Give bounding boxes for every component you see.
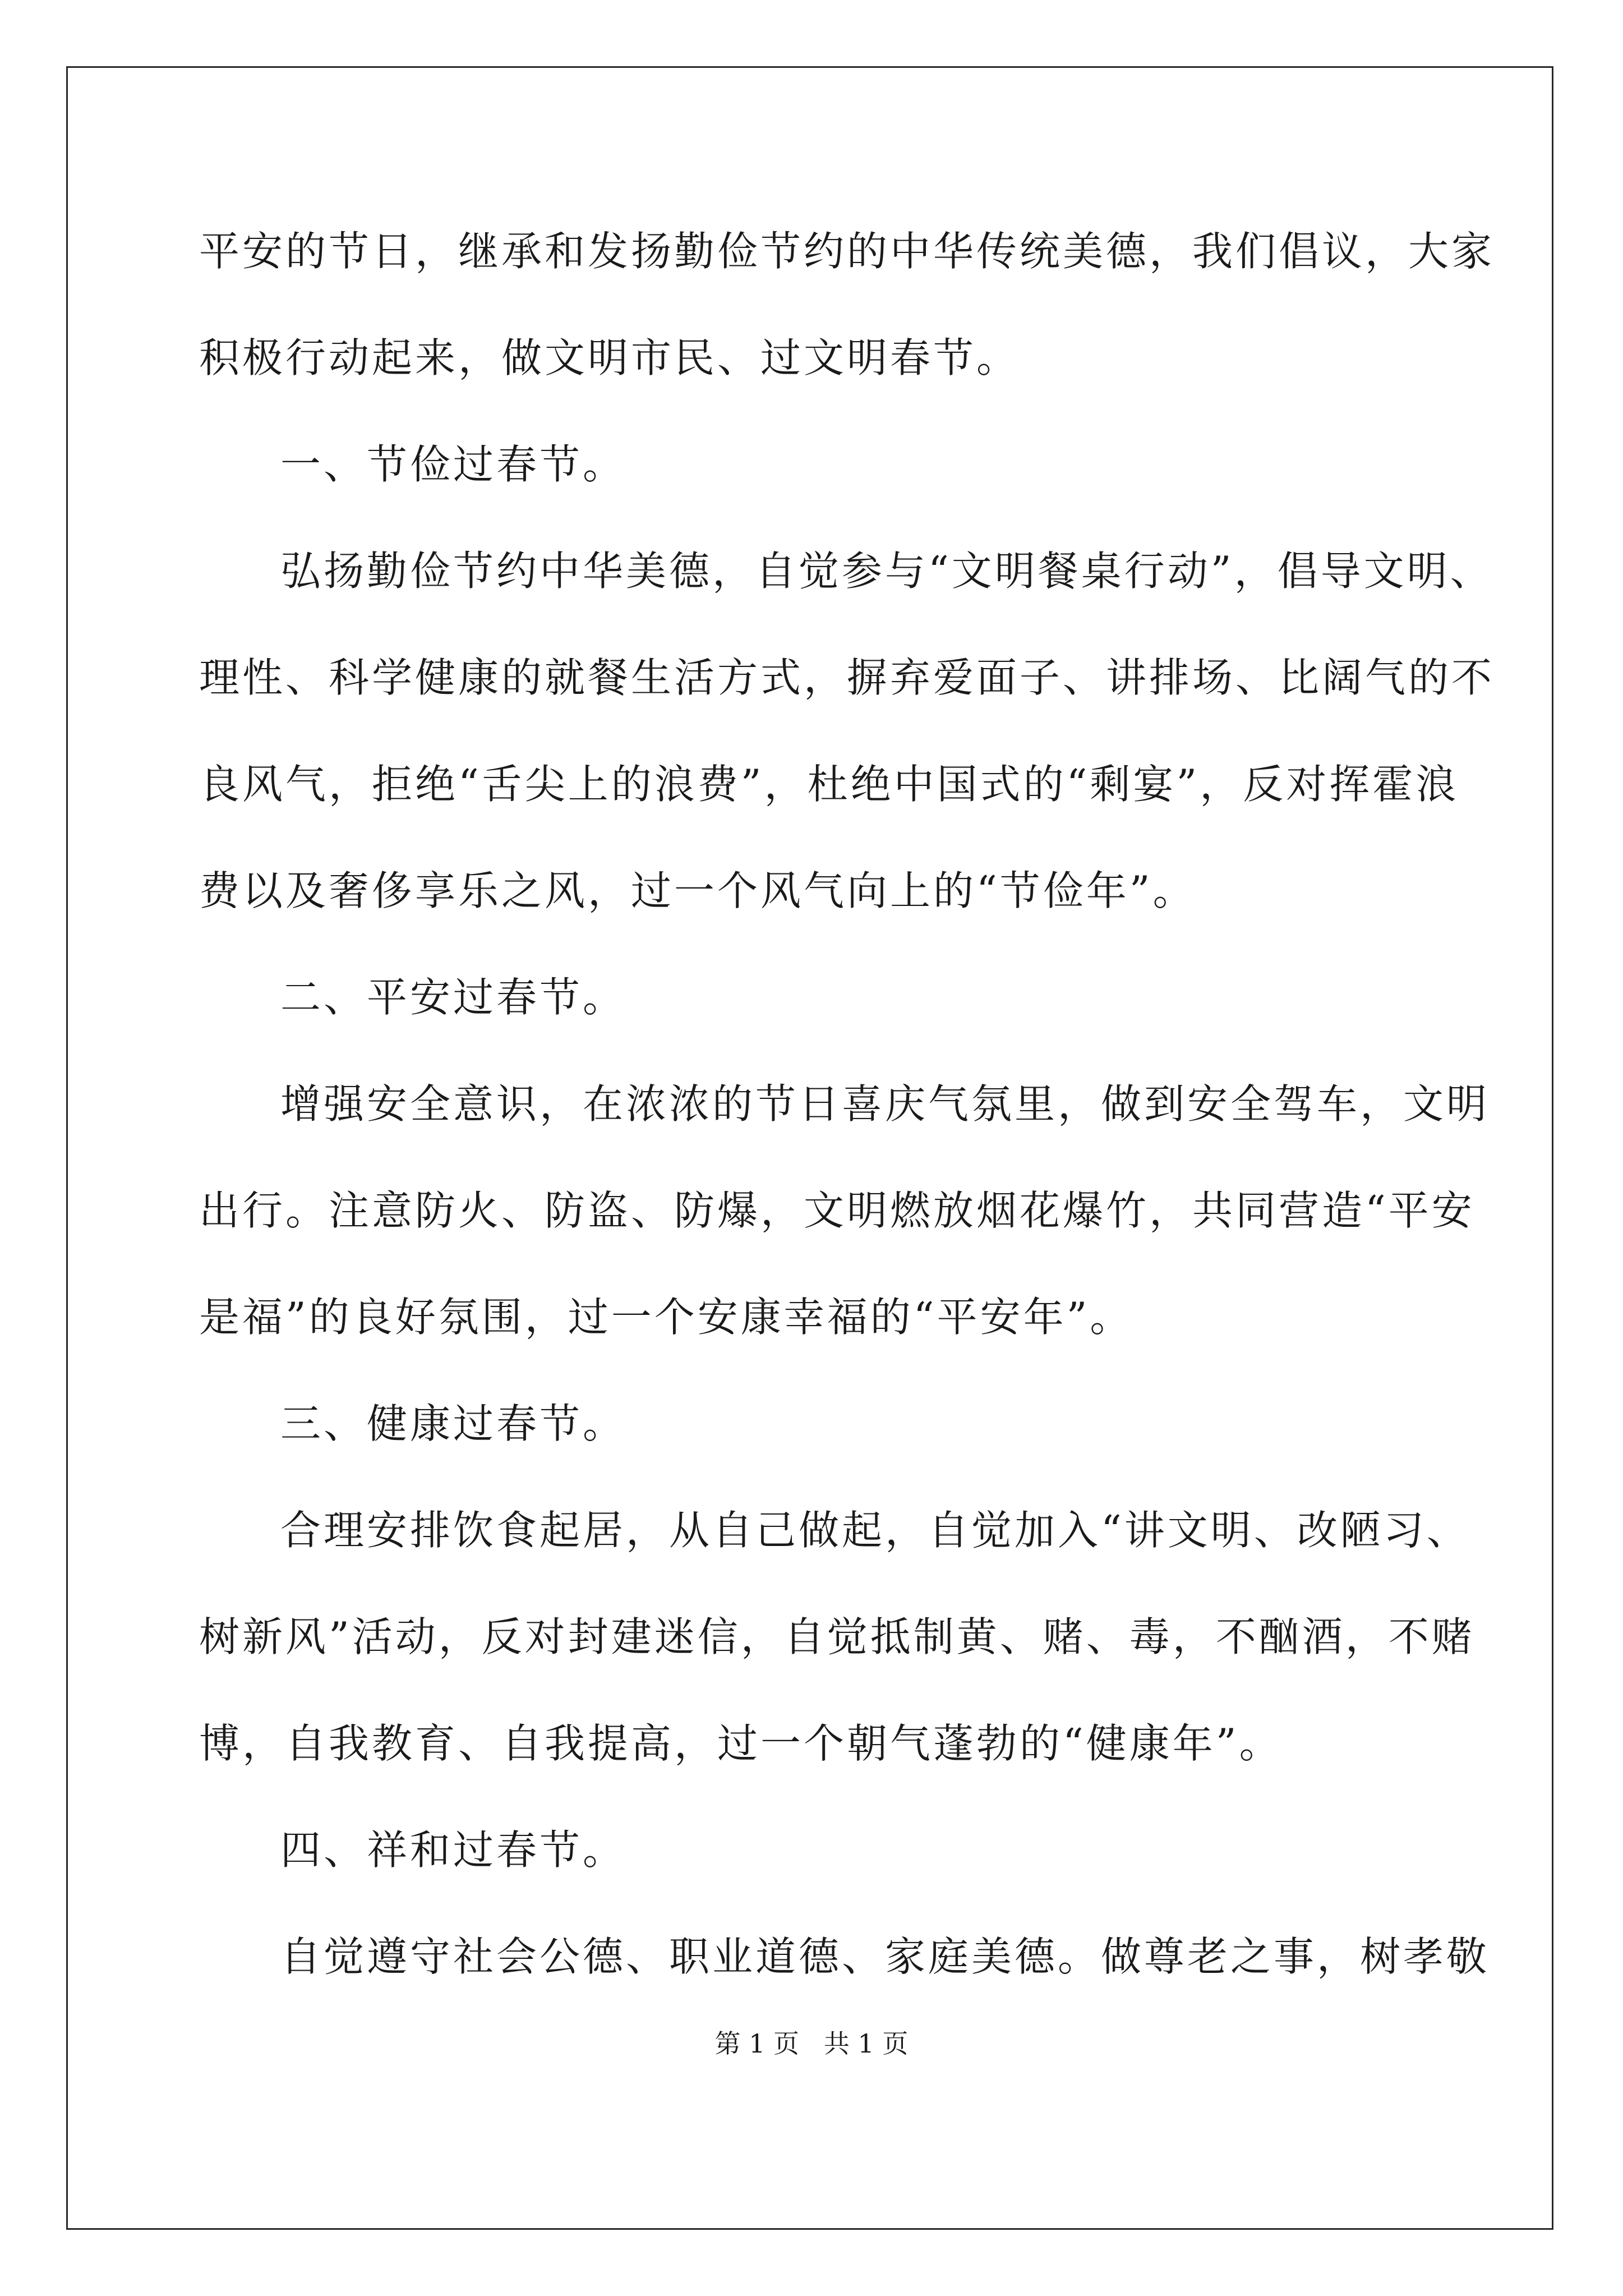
text-line: 费以及奢侈享乐之风，过一个风气向上的“节俭年”。	[199, 867, 1196, 914]
text-line: 合理安排饮食起居，从自己做起，自觉加入“讲文明、改陋习、	[280, 1507, 1470, 1554]
text-line: 树新风”活动，反对封建迷信，自觉抵制黄、赌、毒，不酗酒，不赌	[199, 1613, 1475, 1660]
text-line: 弘扬勤俭节约中华美德，自觉参与“文明餐桌行动”，倡导文明、	[280, 547, 1493, 595]
text-line: 是福”的良好氛围，过一个安康幸福的“平安年”。	[199, 1294, 1133, 1341]
text-line: 理性、科学健康的就餐生活方式，摒弃爱面子、讲排场、比阔气的不	[199, 654, 1495, 701]
text-line: 良风气，拒绝“舌尖上的浪费”，杜绝中国式的“剩宴”，反对挥霍浪	[199, 761, 1459, 808]
page-footer: 第 1 页 共 1 页	[714, 2028, 909, 2059]
text-line: 增强安全意识，在浓浓的节日喜庆气氛里，做到安全驾车，文明	[280, 1080, 1490, 1128]
section-heading: 一、节俭过春节。	[280, 441, 626, 488]
text-line: 积极行动起来，做文明市民、过文明春节。	[199, 334, 1020, 381]
section-heading: 三、健康过春节。	[280, 1400, 626, 1447]
text-line: 出行。注意防火、防盗、防爆，文明燃放烟花爆竹，共同营造“平安	[199, 1187, 1475, 1234]
page-border	[66, 66, 1553, 2230]
text-line: 自觉遵守社会公德、职业道德、家庭美德。做尊老之事，树孝敬	[280, 1933, 1490, 1980]
text-line: 平安的节日，继承和发扬勤俭节约的中华传统美德，我们倡议，大家	[199, 228, 1495, 275]
section-heading: 四、祥和过春节。	[280, 1826, 626, 1874]
section-heading: 二、平安过春节。	[280, 974, 626, 1021]
text-line: 博，自我教育、自我提高，过一个朝气蓬勃的“健康年”。	[199, 1720, 1283, 1767]
